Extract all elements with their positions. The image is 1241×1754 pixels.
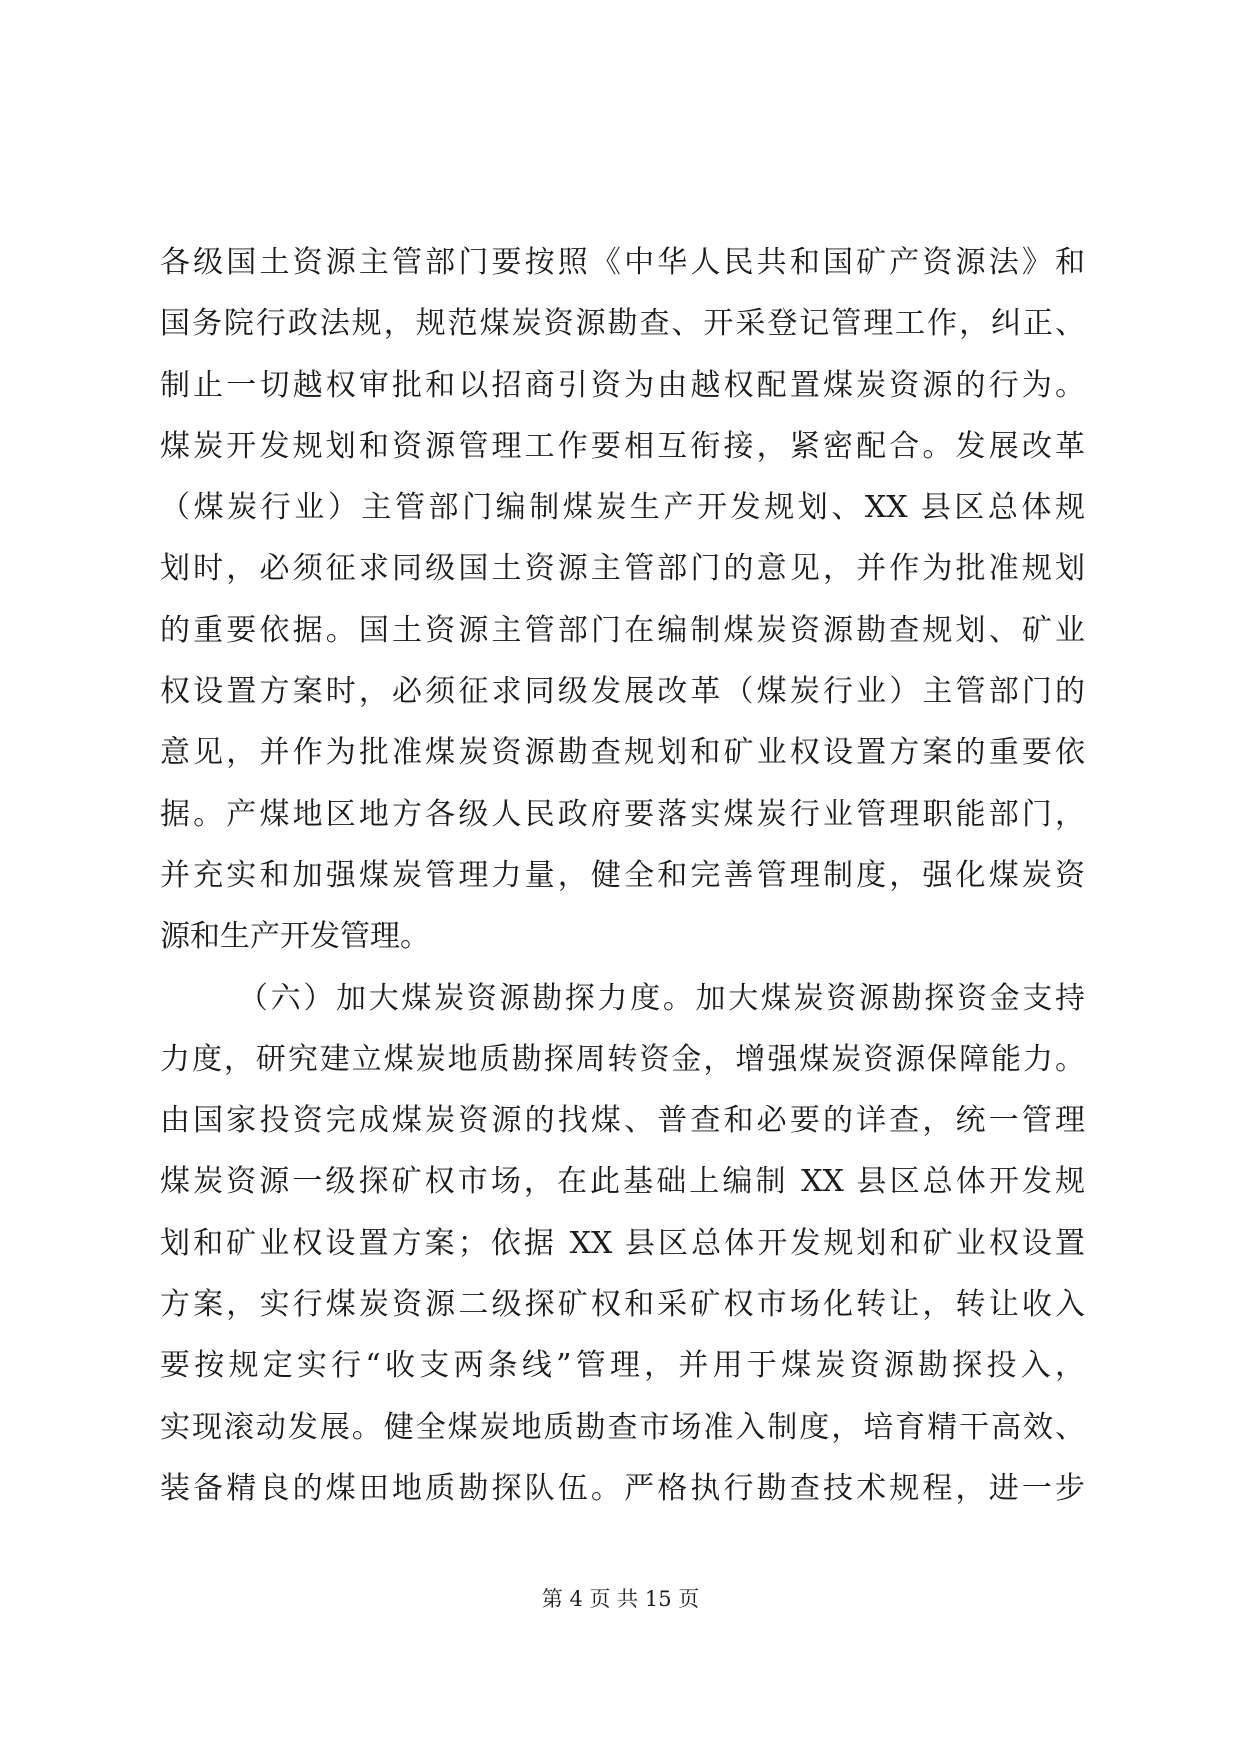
text-line: （煤炭行业）主管部门编制煤炭生产开发规划、XX 县区总体规 xyxy=(160,490,1085,526)
text-line: 据。产煤地区地方各级人民政府要落实煤炭行业管理职能部门， xyxy=(160,796,1085,832)
page-number: 第 4 页 共 15 页 xyxy=(541,1587,700,1611)
text-line: 权设置方案时，必须征求同级发展改革（煤炭行业）主管部门的 xyxy=(160,674,1085,710)
paragraph-2 xyxy=(160,968,1085,1520)
text-line: 方案，实行煤炭资源二级探矿权和采矿权市场化转让，转让收入 xyxy=(160,1287,1085,1323)
text-line: 各级国土资源主管部门要按照《中华人民共和国矿产资源法》和 xyxy=(160,245,1085,280)
text-line: 装备精良的煤田地质勘探队伍。严格执行勘查技术规程，进一步 xyxy=(160,1470,1085,1506)
text-line: 划和矿业权设置方案；依据 XX 县区总体开发规划和矿业权设置 xyxy=(160,1225,1085,1261)
text-line: 实现滚动发展。健全煤炭地质勘查市场准入制度，培育精干高效、 xyxy=(160,1409,1085,1445)
text-line: 要按规定实行“收支两条线”管理，并用于煤炭资源勘探投入， xyxy=(160,1348,1085,1384)
text-line: 由国家投资完成煤炭资源的找煤、普查和必要的详查，统一管理 xyxy=(160,1103,1085,1139)
text-line: 力度，研究建立煤炭地质勘探周转资金，增强煤炭资源保障能力。 xyxy=(160,1041,1085,1077)
text-line: 煤炭开发规划和资源管理工作要相互衔接，紧密配合。发展改革 xyxy=(160,428,1085,464)
text-line: 国务院行政法规，规范煤炭资源勘查、开采登记管理工作，纠正、 xyxy=(160,306,1085,342)
text-line: 的重要依据。国土资源主管部门在编制煤炭资源勘查规划、矿业 xyxy=(160,612,1085,648)
text-line: 煤炭资源一级探矿权市场，在此基础上编制 XX 县区总体开发规 xyxy=(160,1164,1085,1200)
document-body xyxy=(160,232,1085,1519)
text-line: 源和生产开发管理。 xyxy=(160,919,430,955)
text-line: （六）加大煤炭资源勘探力度。加大煤炭资源勘探资金支持 xyxy=(238,980,1085,1016)
text-line: 划时，必须征求同级国土资源主管部门的意见，并作为批准规划 xyxy=(160,551,1085,587)
paragraph-1 xyxy=(160,232,1085,968)
text-line: 意见，并作为批准煤炭资源勘查规划和矿业权设置方案的重要依 xyxy=(160,735,1085,771)
text-line: 制止一切越权审批和以招商引资为由越权配置煤炭资源的行为。 xyxy=(160,367,1085,403)
text-line: 并充实和加强煤炭管理力量，健全和完善管理制度，强化煤炭资 xyxy=(160,857,1085,893)
